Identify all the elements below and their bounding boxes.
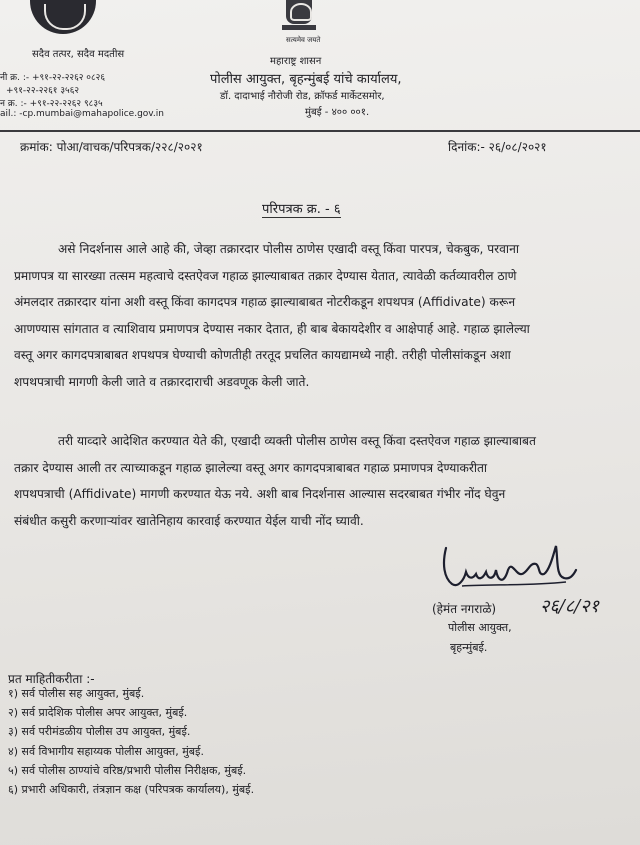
office-address-line1: डॉ. दादाभाई नौरोजी रोड, क्रॉफर्ड मार्केटसमोर,: [220, 91, 385, 102]
ashoka-emblem-icon: [282, 0, 316, 32]
copy-to-heading: प्रत माहितीकरीता :-: [8, 672, 95, 686]
signatory-designation: पोलीस आयुक्त,: [448, 621, 512, 634]
signatory-city: बृहन्मुंबई.: [450, 641, 488, 654]
body-paragraph-1: [14, 236, 632, 396]
list-item: १) सर्व पोलीस सह आयुक्त, मुंबई.: [8, 687, 145, 700]
paragraph-line: आणण्यास सांगतात व त्याशिवाय प्रमाणपत्र देण्यास नकार देतात, ही बाब बेकायदेशीर व आक्षेपार्ह आहे. गहाळ झालेल्या: [14, 321, 530, 336]
header-divider: [0, 130, 640, 132]
government-name: महाराष्ट्र शासन: [270, 56, 322, 67]
list-item: ६) प्रभारी अधिकारी, तंत्रज्ञान कक्ष (परिपत्रक कार्यालय), मुंबई.: [8, 782, 255, 796]
contact-phone-1: नी क्र. :- +९१-२२-२२६२ ०८२६: [0, 73, 106, 83]
paragraph-line: प्रमाणपत्र या सारख्या तत्सम महत्वाचे दस्तऐवज गहाळ झाल्याबाबत तक्रार देण्यास येतात, त्यावेळी कर्तव्यावरील ठाणे: [14, 268, 517, 283]
paragraph-line: अंमलदार तक्रारदार यांना अशी वस्तू किंवा कागदपत्र गहाळ झाल्याबाबत नोटरीकडून शपथपत्र (Affidivate) करून: [14, 295, 516, 310]
police-emblem-icon: [30, 0, 96, 34]
reference-date: दिनांक:- २६/०८/२०२१: [448, 140, 547, 154]
circular-title: परिपत्रक क्र. - ६: [262, 199, 341, 218]
paragraph-line: शपथपत्राची (Affidivate) मागणी करण्यात येऊ नये. अशी बाब निदर्शनास आल्यास सदरबाबत गंभीर नोंद घेवुन: [14, 487, 506, 502]
paragraph-line: संबंधीत कसुरी करणाऱ्यांवर खातेनिहाय कारवाई करण्यात येईल याची नोंद घ्यावी.: [14, 513, 364, 528]
paragraph-line: तरी याव्दारे आदेशित करण्यात येते की, एखादी व्यक्ती पोलीस ठाणेस वस्तू किंवा दस्तऐवज गहाळ झाल्याबाबत: [58, 434, 536, 448]
paragraph-line: शपथपत्राची मागणी केली जाते व तक्रारदाराची अडवणूक केली जाते.: [14, 374, 310, 389]
paragraph-line: असे निदर्शनास आले आहे की, जेव्हा तक्रारदार पोलीस ठाणेस एखादी वस्तू किंवा पारपत्र, चेकबुक, परवाना: [58, 242, 519, 256]
body-paragraph-2: [14, 428, 632, 534]
contact-fax: न क्र. :- +९१-२२-२२६२ ९८३५: [0, 99, 103, 109]
contact-email: ail.: -cp.mumbai@mahapolice.gov.in: [0, 109, 164, 119]
contact-phone-2: +९१-२२-२२६१ ३५६२: [6, 86, 80, 96]
police-motto: सदैव तत्पर, सदैव मदतीस: [32, 49, 125, 60]
list-item: ४) सर्व विभागीय सहाय्यक पोलीस आयुक्त, मुंबई.: [8, 744, 204, 758]
office-address-line2: मुंबई - ४०० ००१.: [305, 107, 370, 118]
list-item: २) सर्व प्रादेशिक पोलीस अपर आयुक्त, मुंबई.: [8, 706, 188, 720]
list-item: ३) सर्व परीमंडळीय पोलीस उप आयुक्त, मुंबई.: [8, 725, 191, 739]
signature-date: २६/८/२१: [540, 596, 599, 617]
office-name: पोलीस आयुक्त, बृहन्मुंबई यांचे कार्यालय,: [210, 72, 402, 87]
reference-number: क्रमांक: पोआ/वाचक/परिपत्रक/२२८/२०२१: [20, 140, 203, 154]
list-item: ५) सर्व पोलीस ठाण्यांचे वरिष्ठ/प्रभारी पोलीस निरीक्षक, मुंबई.: [8, 763, 247, 777]
emblem-motto: सत्यमेव जयते: [286, 36, 321, 44]
handwritten-signature: [438, 540, 578, 592]
signatory-name: (हेमंत नगराळे): [432, 602, 497, 616]
paragraph-line: तक्रार देण्यास आली तर त्याच्याकडून गहाळ झालेल्या वस्तू अगर कागदपत्राबाबत गहाळ प्रमाणपत्र देण्याकरीता: [14, 460, 488, 475]
copy-to-list: [8, 684, 254, 799]
paragraph-line: वस्तू अगर कागदपत्राबाबत शपथपत्र घेण्याची कोणतीही तरतूद प्रचलित कायद्यामध्ये नाही. तरीही पोलीसांकडून अशा: [14, 348, 511, 363]
